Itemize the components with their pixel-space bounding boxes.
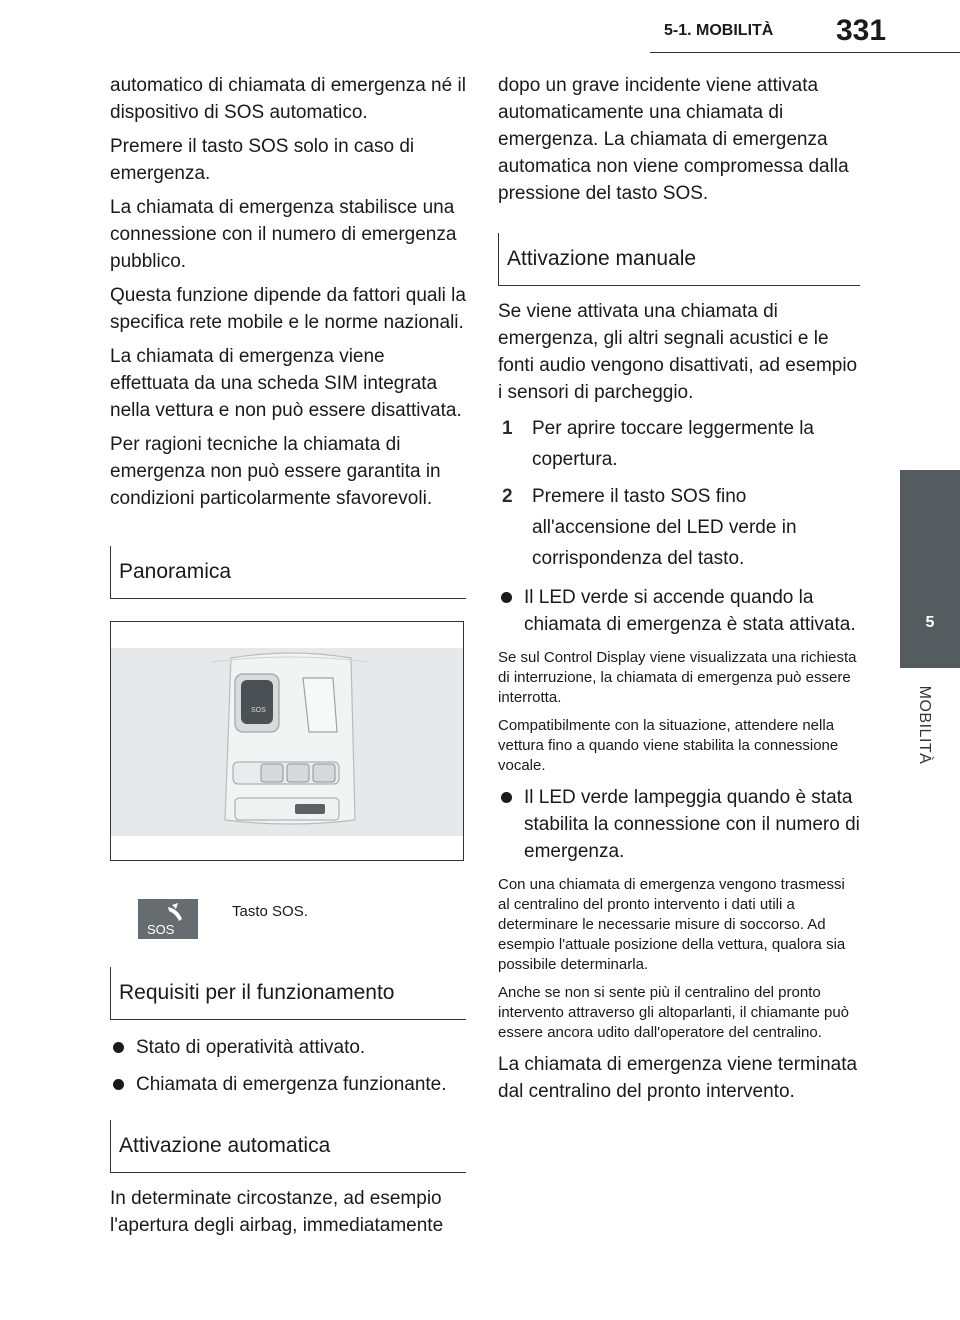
heading-overview: Panoramica	[110, 546, 466, 599]
bullet-icon	[113, 1079, 124, 1090]
heading-auto: Attivazione automatica	[110, 1120, 466, 1173]
header-rule	[650, 52, 960, 53]
paragraph: dopo un grave incidente viene attivata automaticamente una chiamata di emergenza. La chiamata di emergenza automatica non viene compromessa dalla pressione del tasto SOS.	[498, 75, 849, 204]
paragraph: Questa funzione dipende da fattori quali la specifica rete mobile e le norme nazionali.	[110, 285, 466, 333]
step-number: 2	[502, 486, 513, 507]
chapter-label-box	[904, 680, 944, 770]
overhead-console-illustration	[111, 622, 463, 860]
list-item: Il LED verde si accende quando la chiamata di emergenza è stata attivata.	[498, 584, 860, 638]
step-number: 1	[502, 418, 513, 439]
note: Se sul Control Display viene visualizzata una richiesta di interruzione, la chiamata di emergenza può essere interrotta.	[498, 649, 857, 706]
left-column	[110, 72, 466, 1246]
legend	[138, 899, 466, 939]
paragraph: In determinate circostanze, ad esempio l'apertura degli airbag, immediatamente	[110, 1188, 444, 1236]
step-text: Premere il tasto SOS fino all'accensione del LED verde in corrispondenza del tasto.	[532, 486, 797, 569]
bullet-icon	[113, 1042, 124, 1053]
heading-manual: Attivazione manuale	[498, 233, 860, 286]
step-text: Per aprire toccare leggermente la copertura.	[532, 418, 814, 470]
bullet-icon	[501, 592, 512, 603]
paragraph: Premere il tasto SOS solo in caso di emergenza.	[110, 136, 415, 184]
sos-icon	[138, 899, 198, 939]
legend-text: Tasto SOS.	[232, 903, 308, 920]
paragraph: La chiamata di emergenza viene terminata dal centralino del pronto intervento.	[498, 1054, 858, 1102]
list-item: Stato di operatività attivato.	[110, 1034, 466, 1061]
step-item	[498, 481, 860, 574]
heading-requirements: Requisiti per il funzionamento	[110, 967, 466, 1020]
chapter-tab	[900, 470, 960, 668]
chapter-label: MOBILITÀ	[916, 685, 933, 765]
sos-icon-label: SOS	[147, 922, 175, 937]
note: Con una chiamata di emergenza vengono trasmessi al centralino del pronto intervento i dati utili a determinare le necessarie misure di soccorso. Ad esempio l'attuale posizione della vettura, qualora sia possibile determinarla.	[498, 876, 846, 973]
paragraph: Se viene attivata una chiamata di emergenza, gli altri segnali acustici e le fonti audio vengono disattivati, ad esempio i sensori di parcheggio.	[498, 301, 858, 403]
list-item: Il LED verde lampeggia quando è stata stabilita la connessione con il numero di emergenza.	[498, 784, 860, 865]
step-item	[498, 413, 860, 475]
paragraph: Per ragioni tecniche la chiamata di emergenza non può essere garantita in condizioni particolarmente sfavorevoli.	[110, 434, 441, 509]
chapter-number: 5	[925, 614, 935, 631]
paragraph: La chiamata di emergenza stabilisce una connessione con il numero di emergenza pubblico.	[110, 197, 457, 272]
bullet-icon	[501, 792, 512, 803]
list-item: Chiamata di emergenza funzionante.	[110, 1071, 466, 1098]
overhead-console-figure	[110, 621, 464, 861]
paragraph: La chiamata di emergenza viene effettuata da una scheda SIM integrata nella vettura e non può essere disattivata.	[110, 346, 462, 421]
page-number: 331	[836, 14, 887, 47]
note: Anche se non si sente più il centralino del pronto intervento attraverso gli altoparlanti, il chiamante può essere ancora udito dall'operatore del centralino.	[498, 984, 850, 1041]
paragraph: automatico di chiamata di emergenza né il dispositivo di SOS automatico.	[110, 75, 466, 123]
section-title: 5-1. MOBILITÀ	[664, 22, 774, 39]
right-column	[498, 72, 860, 1112]
svg-text:SOS: SOS	[251, 707, 266, 714]
note: Compatibilmente con la situazione, attendere nella vettura fino a quando viene stabilita la connessione vocale.	[498, 717, 839, 774]
